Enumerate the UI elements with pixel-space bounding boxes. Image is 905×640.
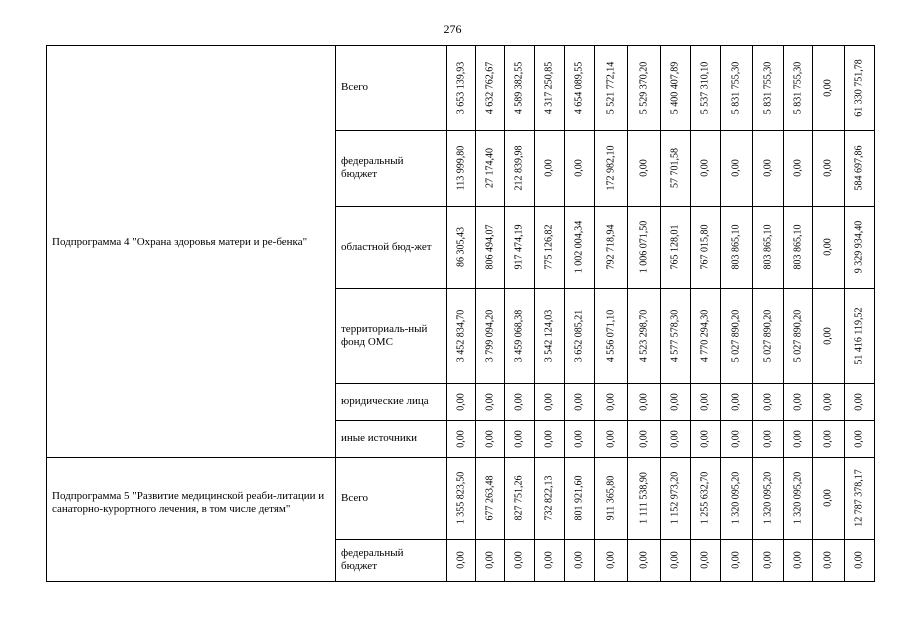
value-text: 0,00 [513, 392, 525, 411]
value-text: 0,00 [792, 159, 803, 177]
value-text: 5 831 755,30 [762, 61, 773, 114]
value-text: 0,00 [669, 429, 681, 448]
funding-source-label: юридические лица [341, 395, 429, 407]
value-text: 0,00 [605, 429, 616, 448]
value-text: 827 751,26 [513, 475, 525, 521]
value-text: 57 701,58 [669, 148, 681, 188]
value-text: 0,00 [699, 551, 711, 569]
value-text: 5 027 890,20 [792, 309, 803, 362]
year-column-divider [752, 45, 753, 581]
year-column-divider [627, 45, 628, 581]
year-column-divider [720, 45, 721, 581]
row-divider [335, 288, 874, 289]
row-divider [335, 383, 874, 384]
table-border-bottom [46, 581, 875, 582]
value-text: 0,00 [513, 429, 525, 448]
value-text: 4 632 762,67 [484, 61, 495, 114]
year-column-divider [534, 45, 535, 581]
value-text: 0,00 [638, 392, 649, 411]
value-text: 5 400 407,89 [669, 61, 681, 114]
value-text: 3 799 094,20 [484, 309, 495, 362]
year-column-divider [812, 45, 813, 581]
program-name: Подпрограмма 4 "Охрана здоровья матери и ре-бенка" [52, 236, 308, 248]
value-text: 803 865,10 [730, 224, 742, 270]
value-text: 0,00 [573, 392, 585, 411]
funding-source-label: федеральный бюджет [341, 155, 404, 180]
value-text: 0,00 [543, 551, 555, 569]
value-text: 0,00 [730, 392, 742, 411]
value-text: 4 577 578,30 [669, 309, 681, 362]
year-column-divider [475, 45, 476, 581]
value-text: 767 015,80 [699, 224, 711, 270]
value-text: 0,00 [822, 551, 834, 569]
value-text: 0,00 [669, 392, 681, 411]
value-text: 3 542 124,03 [543, 309, 555, 362]
program-column-divider [335, 45, 336, 581]
table-border-top [46, 45, 874, 46]
value-text: 0,00 [638, 429, 649, 448]
value-text: 212 839,98 [513, 145, 525, 191]
value-text: 1 320 095,20 [792, 471, 803, 525]
value-text: 0,00 [638, 159, 649, 177]
value-text: 86 305,43 [455, 227, 466, 267]
funding-source-label: территориаль-ный фонд ОМС [341, 322, 428, 348]
value-text: 0,00 [573, 551, 585, 569]
value-text: 5 831 755,30 [730, 61, 742, 114]
value-text: 113 999,80 [455, 145, 466, 191]
value-text: 0,00 [822, 429, 834, 448]
value-text: 0,00 [455, 551, 466, 569]
value-text: 0,00 [699, 429, 711, 448]
value-text: 0,00 [730, 429, 742, 448]
value-text: 0,00 [762, 429, 773, 448]
value-text: 12 787 378,17 [853, 469, 865, 527]
value-text: 1 320 095,20 [730, 471, 742, 525]
value-text: 0,00 [822, 392, 834, 411]
row-divider [335, 206, 874, 207]
value-text: 0,00 [455, 429, 466, 448]
value-text: 4 770 294,30 [699, 309, 711, 362]
value-text: 0,00 [730, 551, 742, 569]
value-text: 4 654 089,55 [573, 61, 585, 114]
value-text: 1 355 823,50 [455, 471, 466, 525]
value-text: 0,00 [484, 551, 495, 569]
year-column-divider [594, 45, 595, 581]
value-text: 0,00 [822, 159, 834, 177]
funding-source-label: федеральный бюджет [341, 547, 404, 572]
value-text: 9 329 934,40 [853, 220, 865, 274]
value-text: 775 126,82 [543, 224, 555, 270]
value-text: 1 002 004,34 [573, 220, 585, 274]
value-text: 0,00 [762, 551, 773, 569]
value-text: 0,00 [792, 429, 803, 448]
funding-source-label: Всего [341, 81, 368, 93]
program-name: Подпрограмма 5 "Развитие медицинской реаби-литации и санаторно-курортного лечения, в том числе детям" [52, 490, 325, 515]
year-column-divider [660, 45, 661, 581]
value-text: 765 128,01 [669, 224, 681, 270]
value-text: 4 589 382,55 [513, 61, 525, 114]
value-text: 0,00 [822, 326, 834, 345]
row-divider [335, 420, 874, 421]
funding-source-label: Всего [341, 491, 368, 504]
value-text: 0,00 [543, 429, 555, 448]
row-divider [335, 130, 874, 131]
year-column-divider [504, 45, 505, 581]
value-text: 0,00 [484, 429, 495, 448]
value-text: 677 263,48 [484, 475, 495, 521]
value-text: 1 320 095,20 [762, 471, 773, 525]
value-text: 27 174,40 [484, 148, 495, 188]
value-text: 5 027 890,20 [730, 309, 742, 362]
table-border-left [46, 45, 47, 581]
funding-source-label: иные источники [341, 432, 417, 444]
value-text: 0,00 [762, 392, 773, 411]
value-text: 732 822,13 [543, 475, 555, 521]
value-text: 0,00 [573, 429, 585, 448]
value-text: 0,00 [605, 392, 616, 411]
value-text: 0,00 [484, 392, 495, 411]
value-text: 0,00 [699, 159, 711, 177]
value-text: 51 416 119,52 [853, 306, 865, 365]
year-column-divider [783, 45, 784, 581]
value-text: 0,00 [669, 551, 681, 569]
year-column-divider [690, 45, 691, 581]
value-text: 1 152 973,20 [669, 471, 681, 525]
year-column-divider [446, 45, 447, 581]
value-text: 803 865,10 [762, 224, 773, 270]
value-text: 0,00 [853, 551, 865, 569]
value-text: 0,00 [513, 551, 525, 569]
value-text: 0,00 [605, 551, 616, 569]
value-text: 3 653 139,93 [455, 61, 466, 114]
value-text: 0,00 [543, 159, 555, 177]
value-text: 4 523 298,70 [638, 309, 649, 362]
value-text: 0,00 [573, 159, 585, 177]
value-text: 801 921,60 [573, 475, 585, 521]
value-text: 3 452 834,70 [455, 309, 466, 362]
value-text: 803 865,10 [792, 224, 803, 270]
row-divider [335, 539, 874, 540]
value-text: 0,00 [699, 392, 711, 411]
value-text: 5 521 772,14 [605, 61, 616, 114]
value-text: 806 494,07 [484, 224, 495, 270]
value-text: 5 537 310,10 [699, 61, 711, 114]
value-text: 0,00 [762, 159, 773, 177]
value-text: 3 459 068,38 [513, 309, 525, 362]
value-text: 0,00 [638, 551, 649, 569]
value-text: 1 006 071,50 [638, 220, 649, 274]
value-text: 0,00 [455, 392, 466, 411]
value-text: 3 652 085,21 [573, 309, 585, 362]
value-text: 0,00 [792, 551, 803, 569]
value-text: 4 556 071,10 [605, 309, 616, 362]
value-text: 1 111 538,90 [638, 472, 649, 524]
value-text: 0,00 [730, 159, 742, 177]
value-text: 0,00 [853, 392, 865, 411]
value-text: 0,00 [853, 429, 865, 448]
section-divider [46, 457, 874, 458]
value-text: 0,00 [822, 238, 834, 256]
value-text: 911 365,80 [605, 475, 616, 521]
funding-source-label: областной бюд-жет [341, 240, 432, 253]
value-text: 5 529 370,20 [638, 61, 649, 114]
value-text: 61 330 751,78 [853, 58, 865, 117]
value-text: 792 718,94 [605, 224, 616, 270]
value-text: 584 697,86 [853, 145, 865, 191]
year-column-divider [564, 45, 565, 581]
value-text: 172 982,10 [605, 145, 616, 191]
value-text: 4 317 250,85 [543, 61, 555, 114]
value-text: 5 027 890,20 [762, 309, 773, 362]
value-text: 0,00 [822, 489, 834, 507]
value-text: 0,00 [543, 392, 555, 411]
value-text: 0,00 [822, 78, 834, 97]
page-number: 276 [443, 22, 462, 36]
table-border-right [874, 45, 875, 582]
value-text: 1 255 632,70 [699, 471, 711, 525]
value-text: 0,00 [792, 392, 803, 411]
value-text: 5 831 755,30 [792, 61, 803, 114]
year-column-divider [844, 45, 845, 581]
value-text: 917 474,19 [513, 224, 525, 270]
